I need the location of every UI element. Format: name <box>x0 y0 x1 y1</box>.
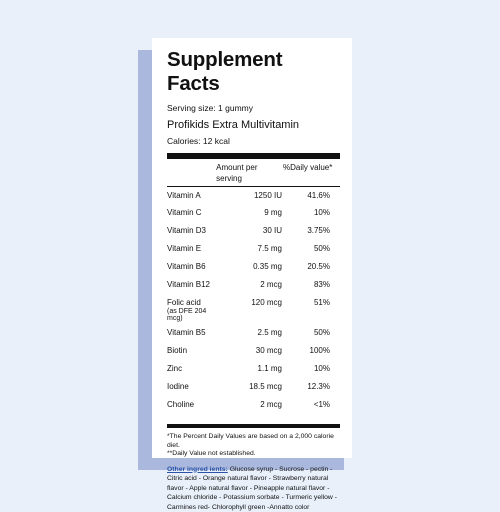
divider-bottom <box>167 424 340 428</box>
nutrient-amount: 30 IU <box>222 226 286 235</box>
nutrient-daily-value: 100% <box>286 346 330 355</box>
calories: Calories: 12 kcal <box>167 136 340 147</box>
other-ingredients-text: Glucose syrup - Sucrose - pectin - Citric acid - Orange natural flavor - Strawberry natural flavor - Apple natural flavor - Pineapple natural flavor - Calcium chloride - Potassium sorbate - Turmeric yellow - Carmines red- Chlorophyll green -Annatto color <box>167 466 337 511</box>
nutrient-amount: 2 mcg <box>222 400 286 409</box>
nutrient-daily-value: 51% <box>286 298 330 307</box>
nutrient-subnote: (as DFE 204 mcg) <box>167 308 222 322</box>
header-daily-value: %Daily value* <box>283 162 340 184</box>
nutrient-daily-value: 3.75% <box>286 226 330 235</box>
nutrient-name: Choline <box>167 400 222 410</box>
nutrient-name: Zinc <box>167 364 222 374</box>
other-ingredients-label: Other ingred ients: <box>167 466 228 473</box>
nutrient-amount: 1250 IU <box>222 191 286 200</box>
nutrient-amount: 2.5 mg <box>222 328 286 337</box>
nutrient-amount: 0.35 mg <box>222 262 286 271</box>
nutrient-daily-value: 10% <box>286 364 330 373</box>
nutrient-name: Folic acid <box>167 298 222 308</box>
table-header <box>167 159 340 187</box>
nutrient-name: Biotin <box>167 346 222 356</box>
table-row <box>167 244 340 262</box>
nutrient-daily-value: 83% <box>286 280 330 289</box>
nutrient-rows <box>167 191 340 418</box>
nutrient-name: Vitamin B5 <box>167 328 222 338</box>
nutrient-name: Vitamin A <box>167 191 222 201</box>
nutrient-name-group <box>167 298 222 322</box>
table-row <box>167 382 340 400</box>
table-row <box>167 364 340 382</box>
nutrient-name: Vitamin E <box>167 244 222 254</box>
nutrient-amount: 2 mcg <box>222 280 286 289</box>
table-row <box>167 346 340 364</box>
nutrient-name: Vitamin B12 <box>167 280 222 290</box>
nutrient-amount: 120 mcg <box>222 298 286 307</box>
nutrient-name: Vitamin D3 <box>167 226 222 236</box>
footnote-not-established: **Daily Value not established. <box>167 450 340 459</box>
other-ingredients <box>167 465 340 512</box>
table-row <box>167 328 340 346</box>
supplement-facts-label <box>152 38 352 458</box>
table-row <box>167 280 340 298</box>
footnotes <box>167 433 340 459</box>
nutrient-daily-value: 10% <box>286 208 330 217</box>
nutrient-amount: 30 mcg <box>222 346 286 355</box>
nutrient-amount: 1.1 mg <box>222 364 286 373</box>
label-title: Supplement Facts <box>167 48 340 96</box>
nutrient-name: Iodine <box>167 382 222 392</box>
nutrient-amount: 7.5 mg <box>222 244 286 253</box>
nutrient-amount: 18.5 mcg <box>222 382 286 391</box>
table-row <box>167 400 340 418</box>
table-row <box>167 208 340 226</box>
header-amount: Amount per serving <box>216 162 283 184</box>
nutrient-name: Vitamin B6 <box>167 262 222 272</box>
nutrient-daily-value: 50% <box>286 328 330 337</box>
table-row <box>167 262 340 280</box>
serving-size: Serving size: 1 gummy <box>167 103 340 114</box>
nutrient-daily-value: 12.3% <box>286 382 330 391</box>
nutrient-name: Vitamin C <box>167 208 222 218</box>
nutrient-daily-value: 20.5% <box>286 262 330 271</box>
table-row <box>167 191 340 208</box>
nutrient-amount: 9 mg <box>222 208 286 217</box>
footnote-dv: *The Percent Daily Values are based on a 2,000 calorie diet. <box>167 433 340 450</box>
header-spacer <box>167 162 216 184</box>
table-row <box>167 298 340 328</box>
nutrient-daily-value: 41.6% <box>286 191 330 200</box>
product-name: Profikids Extra Multivitamin <box>167 118 340 132</box>
table-row <box>167 226 340 244</box>
nutrient-daily-value: 50% <box>286 244 330 253</box>
nutrient-daily-value: <1% <box>286 400 330 409</box>
